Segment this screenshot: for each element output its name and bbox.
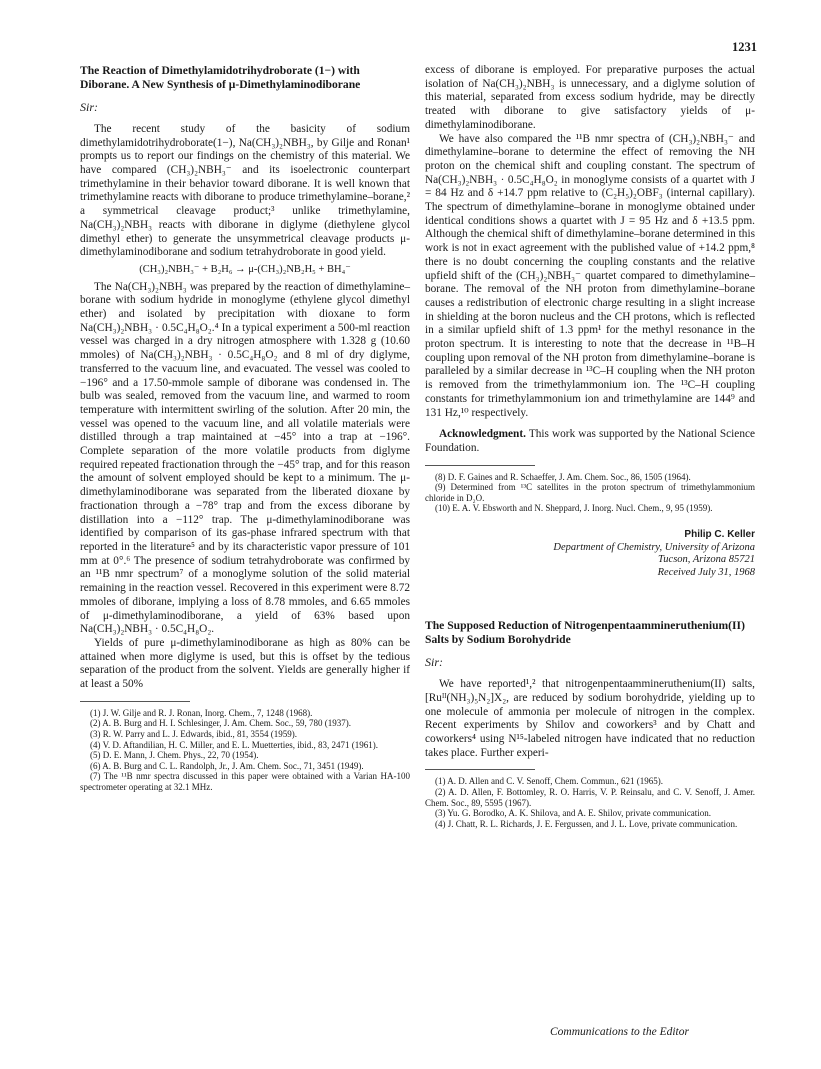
footnote: (6) A. B. Burg and C. L. Randolph, Jr., J. Am. Chem. Soc., 71, 3451 (1949). — [90, 760, 364, 771]
footnotes — [425, 472, 755, 514]
article2 — [425, 619, 755, 829]
footnote: (7) The ¹¹B nmr spectra discussed in this paper were obtained with a Varian HA-100 spectrometer operating at 32.1 MHz. — [80, 771, 410, 792]
paragraph: The Na(CH₃)₂NBH₃ was prepared by the reaction of dimethylamine–borane with sodium hydride in monoglyme (ethylene glycol dimethyl ether) and isolated by precipitation with dioxane to form Na(CH₃)₂NBH₃ · 0.5C₄H₈O₂.⁴ In a typical experiment a 500-ml reaction vessel was charged in a dry nitrogen atmosphere with 1.328 g (10.60 mmoles) of Na(CH₃)₂NBH₃ · 0.5C₄H₈O₂ and 8 ml of dry diglyme, transferred to the vacuum line, and evacuated. The vessel was cooled to −196° and a 17.50-mmole sample of diborane was condensed in. The bulb was sealed, removed from the vacuum line, and warmed to room temperature with intermittent swirling of the solution. After 20 min, the vessel was opened to the vacuum line, and all volatile materials were distilled through a trap maintained at −45° into a trap at −196°. Complete separation of the more volatile products from diglyme required repeated fractionation through the −45° trap, and for this reason the amount of solvent employed should be kept to a minimum. The μ-dimethylaminodiborane was separated from the liberated dioxane by fractionation through a −78° trap and from the excess diborane by distillation into a −112° trap. The μ-dimethylaminodiborane was identified by comparison of its gas-phase infrared spectrum with that reported in the literature⁵ and by its characteristic vapor pressure of 101 mm at 0°.⁶ The presence of sodium tetrahydroborate was confirmed by an ¹¹B nmr spectrum⁷ of a monoglyme solution of the solid material remaining in the reaction vessel. Recovered in this experiment were 8.72 mmoles of diborane, implying a loss of 8.78 mmoles, and 6.65 mmoles of μ-dimethylaminodiborane, a yield of 63% based upon Na(CH₃)₂NBH₃ · 0.5C₄H₈O₂. — [80, 280, 410, 636]
footnote: (2) A. D. Allen, F. Bottomley, R. O. Harris, V. P. Reinsalu, and C. V. Senoff, J. Amer. Chem. Soc., 89, 5595 (1967). — [425, 786, 755, 808]
footnote-divider — [425, 769, 535, 770]
footnote: (4) V. D. Aftandilian, H. C. Miller, and E. L. Muetterties, ibid., 83, 2471 (1961). — [90, 739, 379, 750]
footnote: (9) Determined from ¹³C satellites in the proton spectrum of trimethylammonium chloride in D₂O. — [425, 482, 755, 503]
acknowledgment — [425, 428, 755, 455]
right-column — [425, 64, 755, 829]
acknowledgment-label: Acknowledgment. — [439, 428, 526, 441]
footnote: (5) D. E. Mann, J. Chem. Phys., 22, 70 (1954). — [90, 750, 259, 761]
footnote: (8) D. F. Gaines and R. Schaeffer, J. Am. Chem. Soc., 86, 1505 (1964). — [435, 471, 691, 482]
footnote-divider — [80, 701, 190, 702]
paragraph: The recent study of the basicity of sodium dimethylamidotrihydroborate(1−), Na(CH₃)₂NBH₃, by Gilje and Ronan¹ prompts us to report our findings on the chemistry of this material. We have compared (CH₃)₂NBH₃⁻ and its isoelectronic counterpart trimethylamine in their behavior toward diborane. It is well known that trimethylamine reacts with diborane to produce trimethylamine–borane,² a symmetrical cleavage product;³ unlike trimethylamine, Na(CH₃)₂NBH₃ reacts with diborane in diglyme (diethylene glycol dimethyl ether) to generate the unsymmetrical cleavage products μ-dimethylaminodiborane and sodium tetrahydroborate in good yield. — [80, 122, 410, 259]
footnote: (2) A. B. Burg and H. I. Schlesinger, J. Am. Chem. Soc., 59, 780 (1937). — [90, 718, 351, 729]
footnote: (10) E. A. V. Ebsworth and N. Sheppard, J. Inorg. Nucl. Chem., 9, 95 (1959). — [435, 503, 713, 514]
page-number: 1231 — [732, 40, 757, 54]
paragraph: We have reported¹,² that nitrogenpentaammineruthenium(II) salts, [Ruᴵᴵ(NH₃)₅N₂]X₂, are reduced by sodium borohydride, yielding up to one molecule of ammonia per molecule of nitrogen in the complex. Recent experiments by Shilov and coworkers³ and by Chatt and coworkers⁴ using N¹⁵-labeled nitrogen have indicated that no reduction takes place. Further experi- — [425, 678, 755, 759]
footnote: (1) J. W. Gilje and R. J. Ronan, Inorg. Chem., 7, 1248 (1968). — [90, 707, 313, 718]
salutation: Sir: — [80, 100, 98, 115]
footnotes — [80, 708, 410, 793]
reaction-equation: (CH₃)₂NBH₃⁻ + B₂H₆ → μ-(CH₃)₂NB₂H₅ + BH₄⁻ — [139, 263, 351, 275]
paragraph: We have also compared the ¹¹B nmr spectra of (CH₃)₂NBH₃⁻ and dimethylamine–borane to determine the effect of removing the NH proton on the chemical shift and coupling constant. The spectrum of Na(CH₃)₂NBH₃ · 0.5C₄H₈O₂ in monoglyme consists of a quartet with J = 84 Hz and δ +14.7 ppm relative to (C₂H₅)₂OBF₃ (internal capillary). The spectrum of dimethylamine–borane in monoglyme obtained under identical conditions shows a quartet with J = 95 Hz and δ +13.5 ppm. Although the chemical shift of dimethylamine–borane determined in this work is not in exact agreement with the published value of +14.2 ppm,⁸ there is no doubt concerning the coupling constants and the relative upfield shift of the (CH₃)₂NBH₃⁻ quartet compared to dimethylamine–borane. The removal of the NH proton from dimethylamine–borane causes a redistribution of electronic charge resulting in a slight increase in shielding at the boron nucleus and the CH protons, which is reflected in a similar upfield shift of 1.3 ppm¹ for the methyl resonance in the proton spectrum. It is interesting to note that the decrease in ¹¹B–H coupling upon removal of the NH proton from dimethylamine–borane is paralleled by a similar decrease in ¹³C–H coupling when the NH proton is removed from the trimethylammonium ion. The ¹³C–H coupling constants for trimethylammonium ion and trimethylamine are 144⁹ and 131 Hz,¹⁰ respectively. — [425, 132, 755, 419]
footnote: (1) A. D. Allen and C. V. Senoff, Chem. Commun., 621 (1965). — [435, 776, 663, 787]
footnote: (3) R. W. Parry and L. J. Edwards, ibid., 81, 3554 (1959). — [90, 728, 297, 739]
paragraph: Yields of pure μ-dimethylaminodiborane as high as 80% can be attained when more diglyme is used, but this is offset by the tedious separation of the product from the solvent. Yields are generally higher if at least a 50% — [80, 636, 410, 691]
running-footer: Communications to the Editor — [550, 1026, 689, 1038]
salutation: Sir: — [425, 655, 443, 670]
affiliation: Department of Chemistry, University of Arizona — [553, 541, 755, 553]
footnote: (3) Yu. G. Borodko, A. K. Shilova, and A. E. Shilov, private communication. — [435, 808, 712, 819]
acknowledgment-text: This work was supported by the National Science Foundation. — [425, 428, 755, 454]
article-title: The Supposed Reduction of Nitrogenpentaammineruthenium(II) Salts by Sodium Borohydride — [425, 619, 745, 646]
footnotes — [425, 776, 755, 829]
footnote: (4) J. Chatt, R. L. Richards, J. E. Fergussen, and J. L. Love, private communication. — [435, 818, 738, 829]
article-title: The Reaction of Dimethylamidotrihydroborate (1−) with Diborane. A New Synthesis of μ-Dimethylaminodiborane — [80, 64, 361, 91]
affiliation-city: Tucson, Arizona 85721 — [658, 554, 755, 566]
author-name: Philip C. Keller — [684, 529, 755, 541]
footnote-divider — [425, 465, 535, 466]
paragraph: excess of diborane is employed. For preparative purposes the actual isolation of Na(CH₃)₂NBH₃ is unnecessary, and a diglyme solution of this material, separated from excess sodium hydride, may be directly treated with diborane to give satisfactory yields of μ-dimethylaminodiborane. — [425, 64, 755, 131]
signature-block — [425, 528, 755, 579]
left-column — [80, 64, 410, 792]
received-date: Received July 31, 1968 — [657, 566, 755, 578]
